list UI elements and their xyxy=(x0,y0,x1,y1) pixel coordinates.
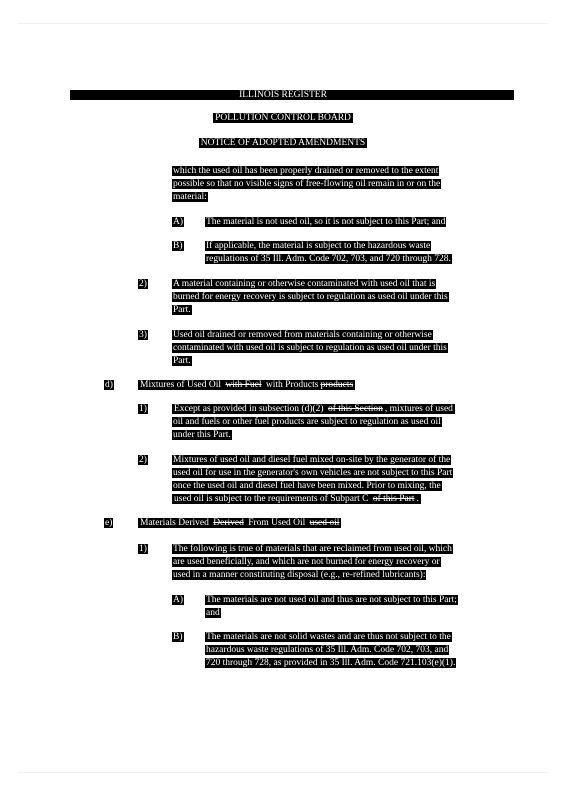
item-1a-text: The material is not used oil, so it is not subject to this Part; and xyxy=(206,217,446,227)
item-1b-text: If applicable, the material is subject to the hazardous waste regulations of 35 Ill. Adm. Code 702, 703, and 720 through 728. xyxy=(206,241,451,264)
item-d2-text: Mixtures of used oil and diesel fuel mixed on-site by the generator of the used oil for use in the generator's own vehicles are not subject to this Part once the used oil and diesel fuel have been mixed. Prior to mixing, the used oil is subject to the requirements of Subpart C of this Part . xyxy=(173,455,453,504)
journal-title: ILLINOIS REGISTER xyxy=(239,90,327,100)
section-label: d) xyxy=(105,380,113,390)
board-name: POLLUTION CONTROL BOARD xyxy=(215,113,351,123)
scan-edge-top xyxy=(18,23,548,24)
item-3-text: Used oil drained or removed from materials containing or otherwise contaminated with used oil is subject to regulation as used oil under this Part. xyxy=(173,330,447,366)
notice-title: NOTICE OF ADOPTED AMENDMENTS xyxy=(200,138,366,148)
item-e1a-text: The materials are not used oil and thus are not subject to this Part; and xyxy=(206,595,457,618)
section-d-title: Mixtures of Used Oil with Fuel with Products products xyxy=(140,380,354,390)
intro-paragraph: which the used oil has been properly drained or removed to the extent possible so that no visible signs of free-flowing oil remain in or on the material: xyxy=(173,166,441,202)
scan-edge-bottom xyxy=(18,772,548,773)
item-label: 2) xyxy=(139,455,147,465)
item-label: A) xyxy=(173,595,184,605)
item-2-text: A material containing or otherwise contaminated with used oil that is burned for energy recovery is subject to regulation as used oil under this Part. xyxy=(173,279,448,315)
section-label: e) xyxy=(105,518,113,528)
item-label: B) xyxy=(173,241,183,251)
item-e1b-text: The materials are not solid wastes and are thus not subject to the hazardous waste regulations of 35 Ill. Adm. Code 702, 703, and 720 through 728, as provided in 35 Ill. Adm. Code 721.103(e)(1). xyxy=(206,632,456,668)
item-label: A) xyxy=(173,217,184,227)
item-label: 2) xyxy=(139,279,147,289)
section-e-title: Materials Derived Derived From Used Oil used oil xyxy=(140,518,340,528)
item-label: 1) xyxy=(139,544,147,554)
item-label: 1) xyxy=(139,404,147,414)
item-e1-text: The following is true of materials that are reclaimed from used oil, which are used beneficially, and which are not burned for energy recovery or used in a manner constituting disposal (e.g., re-refined lubricants): xyxy=(173,544,452,580)
item-label: B) xyxy=(173,632,183,642)
item-label: 3) xyxy=(139,330,147,340)
item-d1-text: Except as provided in subsection (d)(2) of this Section , mixtures of used oil and fuels or other fuel products are subject to regulation as used oil under this Part. xyxy=(173,404,453,440)
